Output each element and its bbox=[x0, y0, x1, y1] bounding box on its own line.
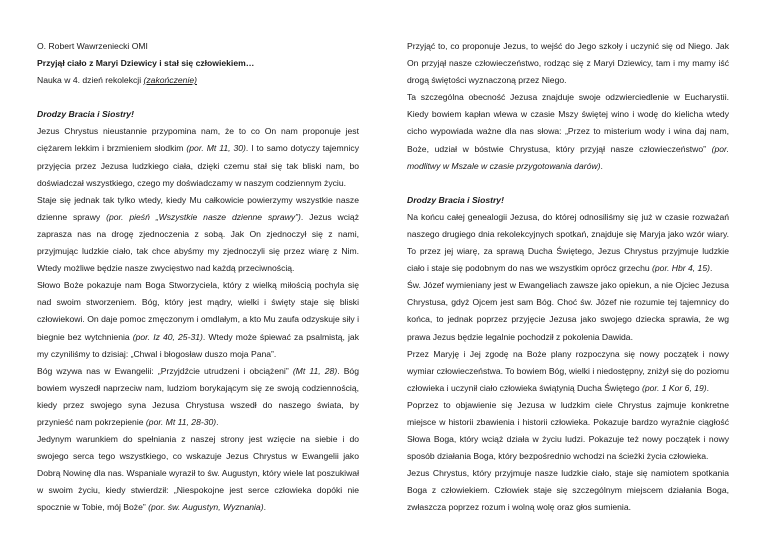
scripture-reference: (por. Mt 11, 30) bbox=[186, 143, 246, 154]
scripture-reference: (por. Mt 11, 28-30) bbox=[145, 416, 217, 427]
song-reference: (por. pieśń „Wszystkie nasze dzienne sprawy”) bbox=[106, 211, 301, 222]
author-line: O. Robert Wawrzeniecki OMI bbox=[37, 41, 148, 51]
text: . Jezus wciąż zaprasza nas na drogę zjednoczenia z sobą. Jak On zjednoczył się z nami, przyjmując ludzkie ciało, tak chce abyśmy my zjednoczyli się przez wiarę z Nim. Wtedy możliwe będzie nasze zwycięstwo nad każdą przeciwnością. bbox=[37, 211, 359, 274]
paragraph-left-3 bbox=[37, 277, 359, 362]
paragraph-right-1: Przyjąć to, co proponuje Jezus, to wejść do Jego szkoły i uczynić się od Niego. Jak On przyjął nasze człowieczeństwo, rodząc się z Maryi Dziewicy, tam i my mamy iść drogą świętości wyznaczoną przez Niego. bbox=[407, 41, 729, 86]
paragraph-left-1 bbox=[37, 123, 359, 191]
paragraph-right-2 bbox=[407, 89, 729, 174]
text: . Bóg bowiem wyszedł naprzeciw nam, ludziom borykającym się ze swoją codziennością, kiedy przez swojego syna Jezusa Chrystusa wszedł do naszego świata, by przynieść nam pokrzepienie bbox=[37, 365, 359, 427]
text: Słowo Boże pokazuje nam Boga Stworzyciela, który z wielką miłością pochyla się nad swoim stworzeniem. Bóg, który jest mądry, wielki i święty staje się bliski człowiekowi. On daje pomoc zmęczonym i omdlałym, a kto Mu zaufa odzyskuje siły i biegnie bez wytchnienia bbox=[37, 280, 359, 342]
text: Bóg wzywa nas w Ewangelii: „Przyjdźcie utrudzeni i obciążeni” bbox=[37, 365, 293, 376]
subtitle-text: Nauka w 4. dzień rekolekcji bbox=[37, 75, 144, 86]
document-title: Przyjął ciało z Maryi Dziewicy i stał się człowiekiem… bbox=[37, 58, 255, 69]
text: Jedynym warunkiem do spełniania z naszej strony jest wzięcie na siebie i do swojego serca tego wszystkiego, co wskazuje Jezus Chrystus w Ewangelii jako Dobrą Nowinę dla nas. Wspaniale wyraził to św. Augustyn, który wiele lat poszukiwał w swoim życiu, kiedy stwierdził: „Niespokojne jest serce człowieka dopóki nie spocznie w Tobie, mój Boże” bbox=[37, 434, 359, 513]
text: . bbox=[263, 502, 266, 513]
paragraph-left-2 bbox=[37, 192, 359, 277]
scripture-reference: (Mt 11, 28) bbox=[292, 365, 338, 376]
text: Na końcu całej genealogii Jezusa, do której odnosiliśmy się już w czasie rozważań naszego drugiego dnia rekolekcyjnych spotkań, znajduje się Maryja jako wzór wiary. To przez jej wiarę, za sprawą Ducha Świętego, Jezus Chrystus przyjmuje ludzkie ciało i staje się podobnym do nas we wszystkim oprócz grzechu bbox=[407, 211, 729, 274]
text: Przez Maryję i Jej zgodę na Boże plany rozpoczyna się nowy początek i nowy wymiar człowieczeństwa. To bowiem Bóg, wielki i niedostępny, zniżył się do poziomu człowieka i uczynił ciało człowieka świątynią Ducha Świętego bbox=[407, 348, 729, 393]
scripture-reference: (por. Hbr 4, 15) bbox=[652, 263, 710, 274]
text: Ta szczególna obecność Jezusa znajduje swoje odzwierciedlenie w Eucharystii. Kiedy bowiem kapłan wlewa w czasie Mszy świętej wino i wodę do kielicha wtedy cicho wypowiada ważne dla nas słowa: „Przez to misterium wody i wina daj nam, Boże, udział w bóstwie Chrystusa, który przyjął nasze człowieczeństwo” bbox=[407, 92, 729, 154]
document-subtitle bbox=[37, 72, 359, 89]
text: Staje się jednak tak tylko wtedy, kiedy Mu całkowicie powierzymy wszystkie nasze dzienne sprawy bbox=[37, 194, 359, 222]
greeting-left: Drodzy Bracia i Siostry! bbox=[37, 109, 134, 120]
text: . I to samo dotyczy tajemnicy przyjęcia przez Jezusa ludzkiego ciała, dzięki czemu stał się tak bliski nam, bo doświadczał wszystkiego, czego my doświadczamy w naszym codziennym życiu. bbox=[37, 143, 359, 188]
paragraph-left-5 bbox=[37, 431, 359, 516]
text: . bbox=[600, 160, 603, 171]
paragraph-right-7: Jezus Chrystus, który przyjmuje nasze ludzkie ciało, staje się namiotem spotkania Boga z człowiekiem. Człowiek staje się szczególnym miejscem działania Boga, zwłaszcza poprzez rozum i wolną wolę oraz głos sumienia. bbox=[407, 468, 729, 513]
text: . bbox=[706, 382, 710, 393]
source-reference: (por. św. Augustyn, Wyznania) bbox=[148, 502, 264, 513]
scripture-reference: (por. 1 Kor 6, 19) bbox=[642, 382, 707, 393]
paragraph-right-6: Poprzez to objawienie się Jezusa w ludzkim ciele Chrystus zajmuje konkretne miejsce w historii zbawienia i historii człowieka. Pokazuje bardzo wyraźnie ciągłość Słowa Boga, który wciąż działa w życiu ludzi. Pokazuje też nowy początek i nowy sposób działania Boga, który bezpośrednio wchodzi na ścieżki życia człowieka. bbox=[407, 399, 729, 462]
left-column bbox=[37, 38, 359, 517]
greeting-right: Drodzy Bracia i Siostry! bbox=[407, 194, 504, 205]
missal-reference: (por. modlitwy w Mszale w czasie przygotowania darów) bbox=[407, 143, 729, 171]
paragraph-right-5 bbox=[407, 346, 729, 397]
paragraph-right-4: Św. Józef wymieniany jest w Ewangeliach zawsze jako opiekun, a nie Ojciec Jezusa Chrystusa, gdyż Ojcem jest sam Bóg. Choć św. Józef nie rozumie tej tajemnicy do końca, to jednak poprzez przyjęcie Jezusa jako swojego dziecka sprawia, że wg prawa Jezus będzie legalnie pochodził z pokolenia Dawida. bbox=[407, 280, 729, 342]
text: . bbox=[216, 416, 219, 427]
right-column bbox=[407, 38, 729, 517]
text: . bbox=[709, 263, 713, 274]
text: . Wtedy może śpiewać za psalmistą, jak my czyniliśmy to dzisiaj: „Chwal i błogosław duszo moja Pana”. bbox=[37, 331, 359, 359]
subtitle-note: (zakończenie) bbox=[143, 75, 198, 86]
paragraph-right-3 bbox=[407, 209, 729, 277]
scripture-reference: (por. Iz 40, 25-31) bbox=[132, 331, 203, 342]
paragraph-left-4 bbox=[37, 363, 359, 431]
text: Jezus Chrystus nieustannie przypomina nam, że to co On nam proponuje jest ciężarem lekkim i brzmieniem słodkim bbox=[37, 126, 359, 154]
